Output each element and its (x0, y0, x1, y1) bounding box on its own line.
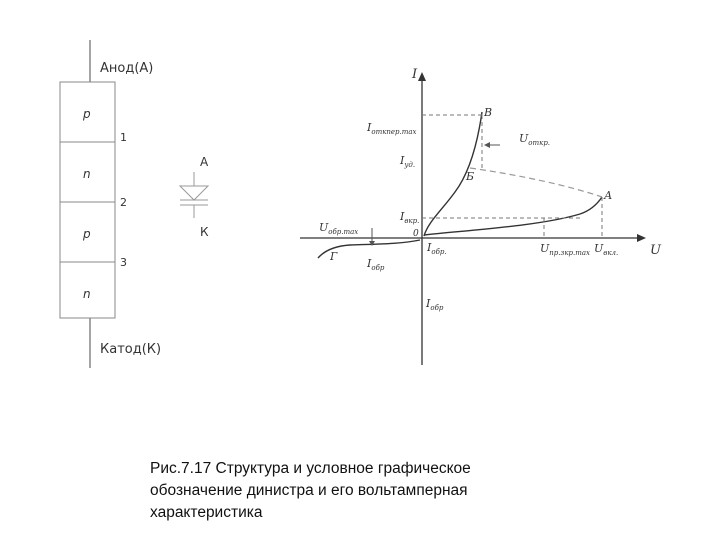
layer-p1-label: p (83, 107, 91, 121)
caption-line-3: характеристика (150, 504, 263, 521)
label-u-rev-max: $U_{обр.max}$ (319, 221, 359, 236)
anode-label: Анод(А) (100, 61, 154, 76)
forward-closed-branch (424, 197, 602, 235)
dinistor-symbol (180, 155, 209, 239)
point-a-label: А (604, 189, 613, 202)
junction-1-label: 1 (120, 131, 127, 144)
point-v-label: В (484, 106, 493, 119)
u-axis-label: U (650, 243, 661, 258)
symbol-anode-letter: А (200, 155, 209, 169)
dinistor-structure (60, 40, 161, 368)
label-u-on: $U_{вкл.}$ (594, 242, 619, 257)
label-u-pr-max: $U_{пр.зкр.max}$ (540, 242, 590, 257)
label-i-rev-left: $I_{обр}$ (367, 257, 385, 272)
caption-line-2: обозначение динистра и его вольтамперная (150, 482, 468, 499)
symbol-triangle (180, 186, 208, 200)
label-i-open-max: $I_{откпер.max}$ (367, 121, 417, 136)
symbol-cathode-letter: К (200, 225, 209, 239)
i-axis-label: I (412, 67, 418, 82)
i-axis-arrow (418, 72, 426, 81)
junction-3-label: 3 (120, 256, 127, 269)
origin-label: 0 (413, 229, 419, 239)
cathode-label: Катод(К) (100, 342, 162, 357)
u-rev-max-marker-arrow (369, 241, 375, 246)
negative-resistance-region (470, 168, 602, 197)
layer-p2-label: p (83, 227, 91, 241)
u-axis-arrow (637, 234, 646, 242)
layer-n1-label: n (83, 167, 91, 181)
point-b-label: Б (466, 170, 475, 183)
figure-caption (150, 458, 570, 524)
point-g-label: Г (330, 250, 338, 263)
label-i-rev-right: $I_{обр.}$ (427, 241, 447, 256)
label-i-hold: $I_{уд.}$ (400, 154, 416, 169)
caption-line-1: Рис.7.17 Структура и условное графическое (150, 460, 471, 477)
label-i-rev-axis: $I_{обр}$ (426, 297, 444, 312)
junction-2-label: 2 (120, 196, 127, 209)
u-open-arrowhead (484, 142, 490, 148)
layer-n2-label: n (83, 287, 91, 301)
vac-plot (300, 67, 662, 365)
label-i-closed: $I_{вкр.}$ (400, 210, 420, 225)
label-u-open: $U_{откр.}$ (519, 132, 551, 147)
